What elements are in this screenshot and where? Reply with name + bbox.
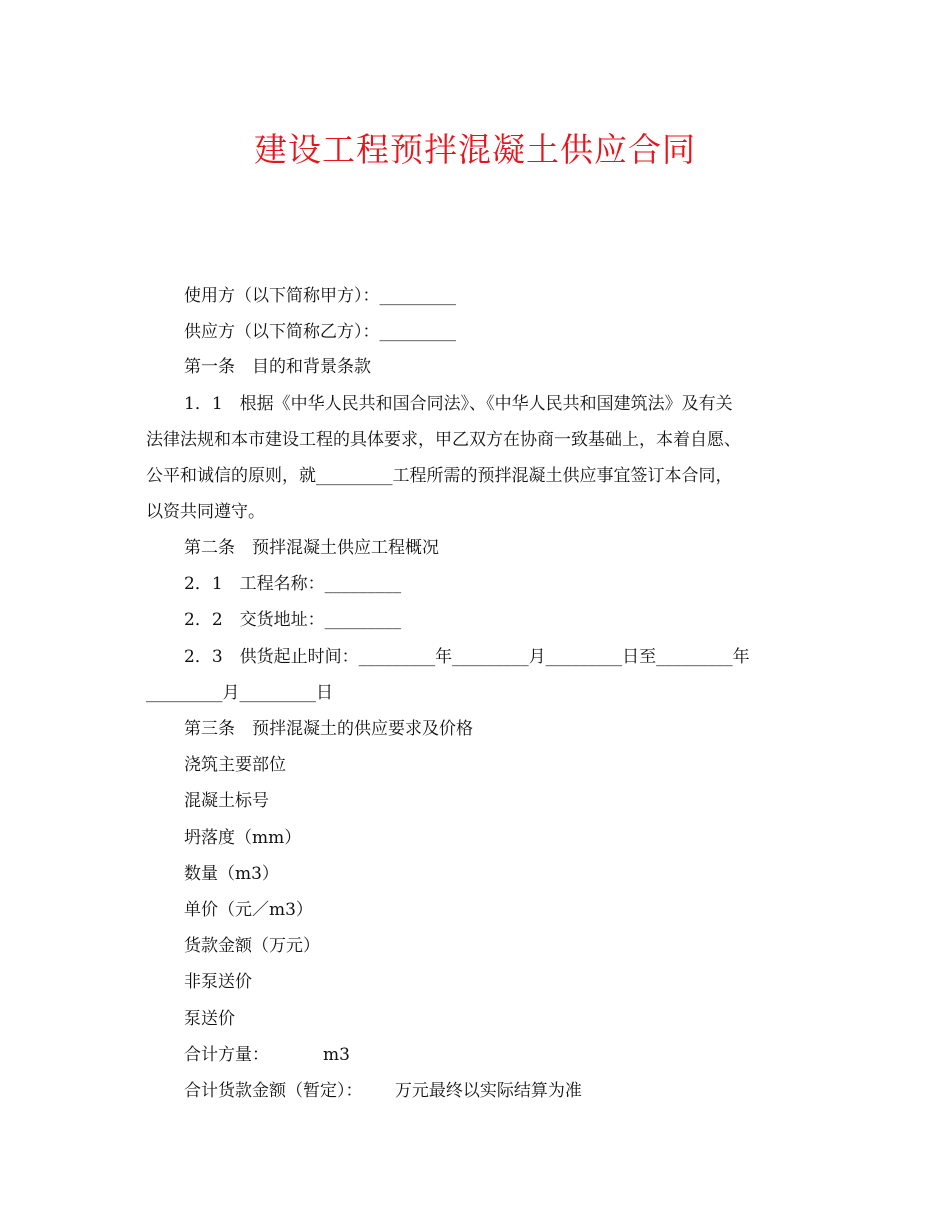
total-volume-line: 合计方量： m3: [184, 1045, 350, 1065]
clause-2-3-line-2: _________月_________日: [146, 683, 333, 703]
article-3-heading: 第三条 预拌混凝土的供应要求及价格: [184, 719, 473, 739]
clause-1-1-line-3: 公平和诚信的原则，就_________工程所需的预拌混凝土供应事宜签订本合同，: [146, 466, 733, 486]
spec-unit-price: 单价（元／m3）: [184, 900, 313, 920]
clause-2-2-address: 2．2 交货地址：_________: [184, 610, 402, 630]
clause-2-3-line-1: 2．3 供货起止时间：_________年_________月_________日至_________年: [184, 647, 750, 667]
spec-quantity: 数量（m3）: [184, 864, 279, 884]
document-title: 建设工程预拌混凝土供应合同: [254, 130, 696, 169]
spec-slump: 坍落度（mm）: [184, 828, 302, 848]
total-payment-line: 合计货款金额（暂定）： 万元最终以实际结算为准: [184, 1081, 582, 1101]
party-b-line: 供应方（以下简称乙方）：_________: [184, 322, 456, 342]
spec-pouring-location: 浇筑主要部位: [184, 755, 286, 775]
spec-concrete-grade: 混凝土标号: [184, 791, 269, 811]
spec-pumped-price: 泵送价: [184, 1009, 235, 1029]
spec-non-pumped-price: 非泵送价: [184, 972, 252, 992]
article-2-heading: 第二条 预拌混凝土供应工程概况: [184, 538, 439, 558]
clause-1-1-line-4: 以资共同遵守。: [146, 502, 265, 522]
spec-payment-amount: 货款金额（万元）: [184, 936, 320, 956]
clause-1-1-line-2: 法律法规和本市建设工程的具体要求，甲乙双方在协商一致基础上，本着自愿、: [146, 430, 741, 450]
clause-1-1-line-1: 1．1 根据《中华人民共和国合同法》、《中华人民共和国建筑法》及有关: [184, 394, 733, 414]
article-1-heading: 第一条 目的和背景条款: [184, 357, 371, 377]
clause-2-1-project-name: 2．1 工程名称：_________: [184, 574, 402, 594]
party-a-line: 使用方（以下简称甲方）：_________: [184, 286, 456, 306]
